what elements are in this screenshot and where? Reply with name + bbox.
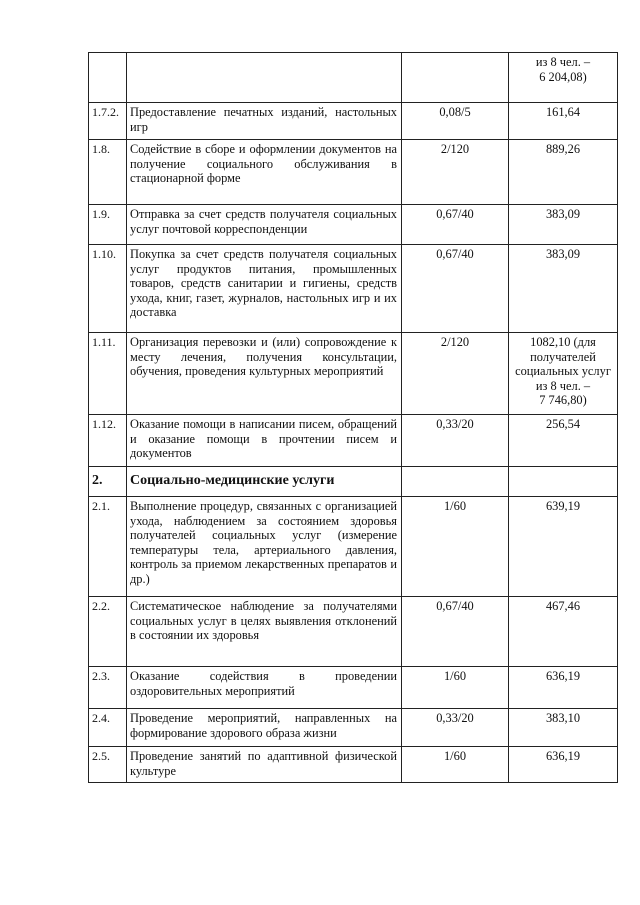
time-norm: 0,33/20 [402,709,509,747]
price-value: 161,64 [509,103,618,140]
service-name: Систематическое наблюдение за получателями социальных услуг в целях выявления отклонений в состоянии их здоровья [127,597,402,667]
service-name: Содействие в сборе и оформлении документов на получение социального обслуживания в стационарной форме [127,140,402,205]
time-norm: 1/60 [402,667,509,709]
price-value: из 8 чел. – 6 204,08) [509,53,618,103]
row-number [89,53,127,103]
table-row [89,667,618,709]
table-row [89,415,618,467]
service-name: Выполнение процедур, связанных с организацией ухода, наблюдением за состоянием здоровья получателей социальных услуг (измерение температуры тела, артериального давления, контроль за приемом лекарственных препаратов и др.) [127,497,402,597]
service-name: Предоставление печатных изданий, настольных игр [127,103,402,140]
service-name [127,53,402,103]
row-number: 2. [89,467,127,497]
service-name: Проведение занятий по адаптивной физической культуре [127,747,402,783]
time-norm: 0,67/40 [402,245,509,333]
row-number: 1.7.2. [89,103,127,140]
table-row [89,597,618,667]
row-number: 2.4. [89,709,127,747]
table-row [89,103,618,140]
table-row [89,747,618,783]
table-row [89,245,618,333]
time-norm: 0,08/5 [402,103,509,140]
price-value: 383,09 [509,205,618,245]
time-norm: 2/120 [402,333,509,415]
services-tariff-table [88,52,618,783]
service-name: Покупка за счет средств получателя социальных услуг продуктов питания, промышленных товаров, средств санитарии и гигиены, средств ухода, книг, газет, журналов, настольных игр и их доставка [127,245,402,333]
time-norm [402,467,509,497]
row-number: 1.9. [89,205,127,245]
service-name: Отправка за счет средств получателя социальных услуг почтовой корреспонденции [127,205,402,245]
table-row [89,709,618,747]
service-name: Проведение мероприятий, направленных на формирование здорового образа жизни [127,709,402,747]
row-number: 2.1. [89,497,127,597]
table-row [89,333,618,415]
table-body [89,53,618,783]
price-value: 889,26 [509,140,618,205]
price-value: 639,19 [509,497,618,597]
row-number: 2.3. [89,667,127,709]
row-number: 1.11. [89,333,127,415]
price-value [509,467,618,497]
time-norm: 0,67/40 [402,597,509,667]
time-norm: 1/60 [402,747,509,783]
table-row [89,205,618,245]
time-norm: 1/60 [402,497,509,597]
time-norm: 2/120 [402,140,509,205]
price-value: 256,54 [509,415,618,467]
row-number: 1.12. [89,415,127,467]
price-value: 636,19 [509,667,618,709]
table-row [89,140,618,205]
row-number: 1.8. [89,140,127,205]
price-value: 383,10 [509,709,618,747]
time-norm: 0,67/40 [402,205,509,245]
price-value: 383,09 [509,245,618,333]
service-name: Оказание помощи в написании писем, обращений и оказание помощи в прочтении писем и документов [127,415,402,467]
row-number: 1.10. [89,245,127,333]
row-number: 2.5. [89,747,127,783]
row-number: 2.2. [89,597,127,667]
service-name: Оказание содействия в проведении оздоровительных мероприятий [127,667,402,709]
price-value: 467,46 [509,597,618,667]
price-value: 636,19 [509,747,618,783]
price-value: 1082,10 (для получателей социальных услуг из 8 чел. – 7 746,80) [509,333,618,415]
section-row [89,467,618,497]
time-norm [402,53,509,103]
table-row [89,497,618,597]
service-name: Организация перевозки и (или) сопровождение к месту лечения, получения консультации, обучения, проведения культурных мероприятий [127,333,402,415]
table-row [89,53,618,103]
service-name: Социально-медицинские услуги [127,467,402,497]
time-norm: 0,33/20 [402,415,509,467]
